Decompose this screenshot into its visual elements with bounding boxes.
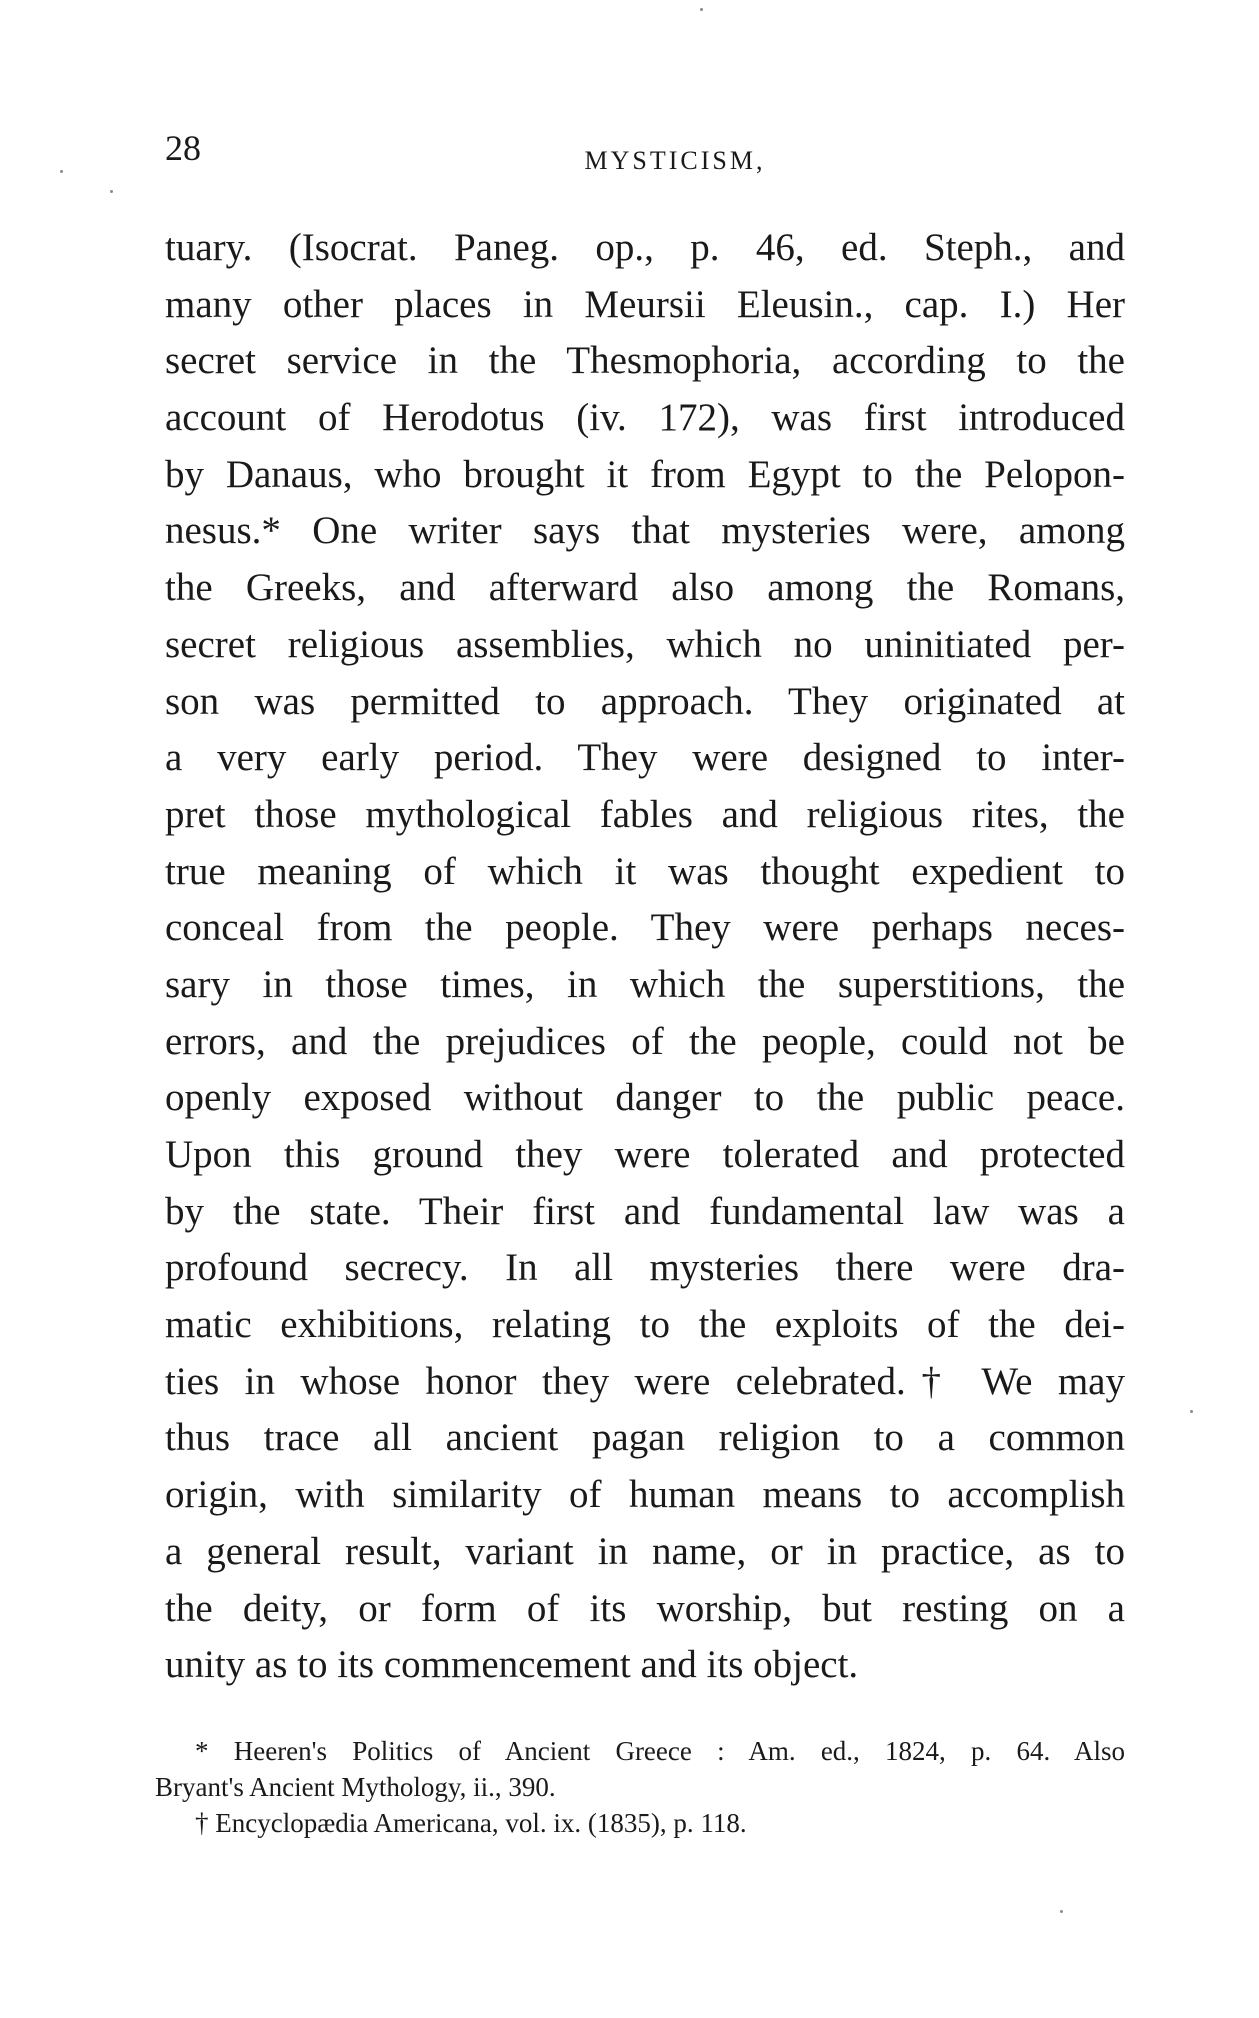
footnote-1-continued: Bryant's Ancient Mythology, ii., 390. — [155, 1772, 556, 1802]
text-line-last: unity as to its commencement and its object. — [165, 1643, 859, 1687]
footnote-2: † Encyclopædia Americana, vol. ix. (1835), p. 118. — [195, 1808, 747, 1838]
footnotes — [155, 1733, 1125, 1841]
text-line: by the state. Their first and fundamental law was a — [165, 1189, 1125, 1233]
text-line: the Greeks, and afterward also among the Romans, — [165, 566, 1125, 610]
text-line: son was permitted to approach. They originated at — [165, 679, 1125, 723]
text-line: a very early period. They were designed to inter- — [165, 736, 1125, 780]
page-header — [165, 128, 1125, 188]
text-line: matic exhibitions, relating to the exploits of the dei- — [165, 1303, 1125, 1347]
text-line: by Danaus, who brought it from Egypt to the Pelopon- — [165, 452, 1125, 496]
paper-speck — [110, 190, 113, 193]
text-line: secret religious assemblies, which no uninitiated per- — [165, 622, 1125, 666]
text-line: nesus.* One writer says that mysteries were, among — [165, 509, 1125, 553]
text-line: pret those mythological fables and religious rites, the — [165, 792, 1125, 836]
running-title: MYSTICISM, — [584, 146, 766, 175]
text-line: errors, and the prejudices of the people, could not be — [165, 1019, 1125, 1063]
page-number: 28 — [165, 128, 201, 168]
text-line: openly exposed without danger to the public peace. — [165, 1076, 1125, 1120]
text-line: ties in whose honor they were celebrated.† We may — [165, 1359, 1125, 1403]
text-line: thus trace all ancient pagan religion to a common — [165, 1416, 1125, 1460]
paper-speck — [1190, 1410, 1193, 1413]
text-line: many other places in Meursii Eleusin., cap. I.) Her — [165, 282, 1125, 326]
paper-speck — [1060, 1910, 1063, 1913]
text-line: conceal from the people. They were perhaps neces- — [165, 906, 1125, 950]
footnote-1: * Heeren's Politics of Ancient Greece : Am. ed., 1824, p. 64. Also — [195, 1736, 1125, 1766]
paper-speck — [60, 170, 63, 173]
text-line: account of Herodotus (iv. 172), was first introduced — [165, 396, 1125, 440]
body-paragraph — [165, 220, 1125, 1694]
text-line: a general result, variant in name, or in practice, as to — [165, 1529, 1125, 1573]
paper-speck — [700, 8, 703, 11]
text-line: secret service in the Thesmophoria, according to the — [165, 339, 1125, 383]
text-line: tuary. (Isocrat. Paneg. op., p. 46, ed. Steph., and — [165, 226, 1125, 269]
text-line: sary in those times, in which the superstitions, the — [165, 962, 1125, 1006]
text-line: true meaning of which it was thought expedient to — [165, 849, 1125, 893]
text-line: the deity, or form of its worship, but resting on a — [165, 1586, 1125, 1630]
text-line: Upon this ground they were tolerated and protected — [165, 1133, 1125, 1176]
text-line: profound secrecy. In all mysteries there were dra- — [165, 1246, 1125, 1290]
text-line: origin, with similarity of human means to accomplish — [165, 1473, 1125, 1517]
